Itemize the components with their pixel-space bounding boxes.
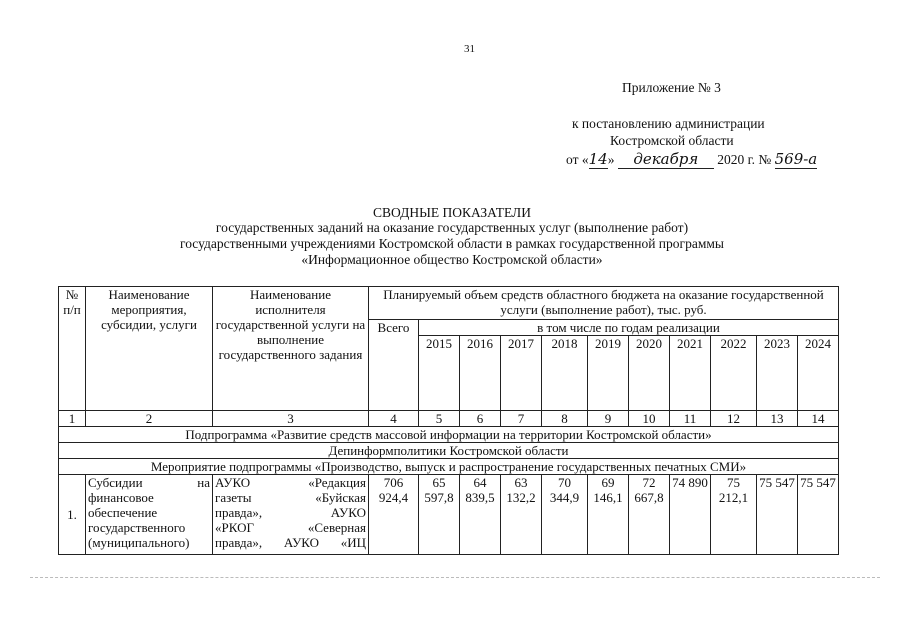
decree-line-1: к постановлению администрации — [572, 116, 765, 131]
row-number: 1. — [59, 475, 86, 555]
row-value: 75 547 — [798, 475, 839, 555]
header-year: 2018 — [542, 336, 588, 411]
header-year: 2021 — [670, 336, 711, 411]
department-title: Депинформполитики Костромской области — [59, 443, 839, 459]
decree-year-text: 2020 г. № — [717, 152, 772, 167]
header-year: 2024 — [798, 336, 839, 411]
row-value-total: 706 924,4 — [369, 475, 419, 555]
row-value: 65 597,8 — [419, 475, 460, 555]
indicators-table — [58, 286, 839, 555]
decree-number-handwritten: 569-а — [774, 150, 818, 168]
row-value: 75 547 — [757, 475, 798, 555]
header-year: 2023 — [757, 336, 798, 411]
row-value: 64 839,5 — [460, 475, 501, 555]
column-number: 4 — [369, 411, 419, 427]
column-number: 2 — [86, 411, 213, 427]
row-executor-line: «РКОГ «Северная — [215, 520, 366, 535]
appendix-label: Приложение № 3 — [622, 80, 721, 95]
row-value: 72 667,8 — [629, 475, 670, 555]
row-executor — [213, 475, 369, 555]
header-row-1 — [59, 287, 839, 320]
row-name-line: государственного — [88, 520, 186, 535]
decree-month-handwritten: декабря — [618, 150, 714, 169]
document-subtitle-line-3: «Информационное общество Костромской области» — [301, 252, 603, 267]
document-title: СВОДНЫЕ ПОКАЗАТЕЛИ — [373, 205, 531, 220]
header-year: 2022 — [711, 336, 757, 411]
row-value: 74 890 — [670, 475, 711, 555]
decree-line-2: Костромской области — [610, 133, 734, 148]
page-edge-divider — [30, 577, 880, 578]
decree-from-prefix: от « — [566, 152, 589, 167]
column-number: 10 — [629, 411, 670, 427]
measure-title: Мероприятие подпрограммы «Производство, выпуск и распространение государственных печатных СМИ» — [59, 459, 839, 475]
decree-date-line — [566, 150, 817, 169]
department-row — [59, 443, 839, 459]
header-name: Наименование мероприятия, субсидии, услуги — [86, 287, 213, 411]
subprogram-title: Подпрограмма «Развитие средств массовой информации на территории Костромской области» — [59, 427, 839, 443]
decree-day-handwritten: 14 — [588, 150, 608, 168]
row-value: 75 212,1 — [711, 475, 757, 555]
measure-row — [59, 459, 839, 475]
column-number: 9 — [588, 411, 629, 427]
document-subtitle-line-1: государственных заданий на оказание государственных услуг (выполнение работ) — [215, 220, 689, 235]
column-number: 13 — [757, 411, 798, 427]
row-value: 63 132,2 — [501, 475, 542, 555]
column-number: 3 — [213, 411, 369, 427]
row-name-line: обеспечение — [88, 505, 158, 520]
header-year: 2015 — [419, 336, 460, 411]
header-year: 2016 — [460, 336, 501, 411]
header-planned: Планируемый объем средств областного бюджета на оказание государственной услуги (выполнение работ), тыс. руб. — [369, 287, 839, 320]
row-name-line: (муниципального) — [88, 535, 190, 550]
row-value: 70 344,9 — [542, 475, 588, 555]
row-value: 69 146,1 — [588, 475, 629, 555]
document-subtitle-line-2: государственными учреждениями Костромской области в рамках государственной программы — [180, 236, 724, 251]
row-executor-line: АУКО «Редакция — [215, 475, 366, 490]
column-number: 12 — [711, 411, 757, 427]
header-num: № п/п — [59, 287, 86, 411]
header-year: 2019 — [588, 336, 629, 411]
row-name — [86, 475, 213, 555]
column-number: 1 — [59, 411, 86, 427]
header-year: 2017 — [501, 336, 542, 411]
row-name-line: Субсидии на — [88, 475, 210, 490]
subprogram-row — [59, 427, 839, 443]
table-row — [59, 475, 839, 555]
column-number: 11 — [670, 411, 711, 427]
header-by-years: в том числе по годам реализации — [419, 320, 839, 336]
column-number: 14 — [798, 411, 839, 427]
row-executor-line: газеты «Буйская — [215, 490, 366, 505]
header-total: Всего — [369, 320, 419, 411]
page-number: 31 — [464, 43, 475, 55]
row-executor-line: правда», АУКО «ИЦ — [215, 535, 366, 550]
row-executor-line: правда», АУКО — [215, 505, 366, 520]
column-number-row — [59, 411, 839, 427]
header-executor: Наименование исполнителя государственной услуги на выполнение государственного задания — [213, 287, 369, 411]
column-number: 7 — [501, 411, 542, 427]
row-name-line: финансовое — [88, 490, 154, 505]
header-year: 2020 — [629, 336, 670, 411]
column-number: 8 — [542, 411, 588, 427]
column-number: 5 — [419, 411, 460, 427]
decree-quote-close: » — [607, 152, 615, 167]
column-number: 6 — [460, 411, 501, 427]
